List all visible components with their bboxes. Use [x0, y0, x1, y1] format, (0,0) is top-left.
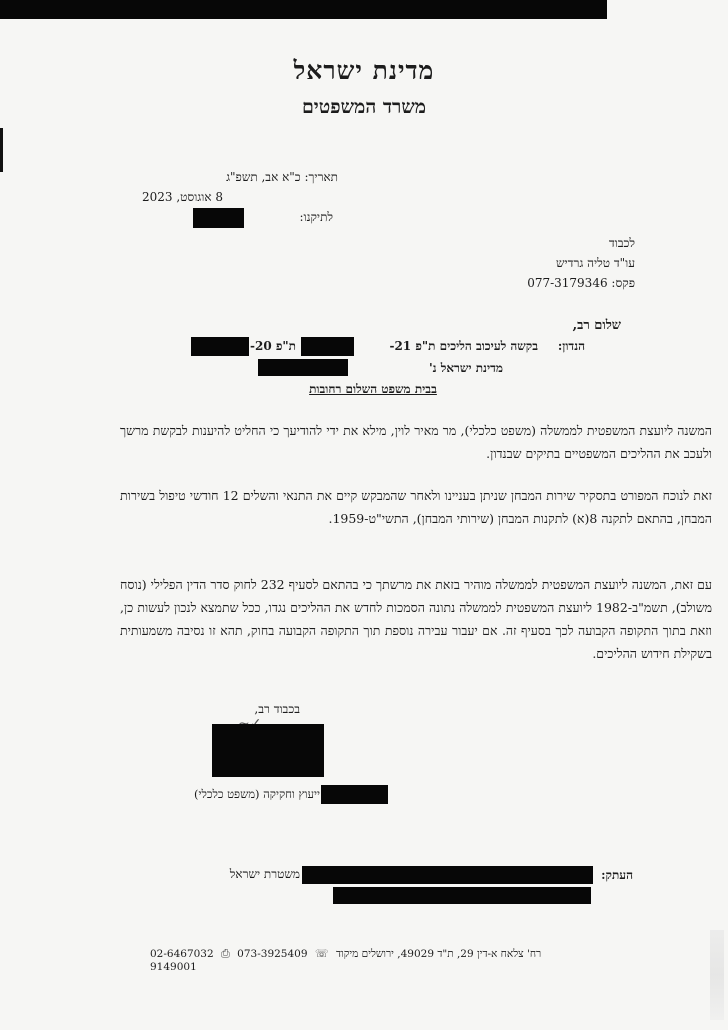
scan-edge-mark — [0, 128, 3, 172]
footer-phone: 073-3925409 — [237, 948, 308, 960]
paragraph-3: עם זאת, המשנה ליועצת המשפטית לממשלה מוהיר בזאת את מרשתך כי בהתאם לסעיף 232 לחוק סדר הדין הפלילי (נוסח משולב), תשמ"ב-1982 ליועצת המשפטית לממשלה נתונה הסמכות לחדש את ההליכים נגדו, ככל שתמצא לנכון לעשות כן, וזאת בתוך התקופה הקבועה לכך בסעיף זה. אם יעבור עבירה נוספת תוך התקופה הקבועה בחוק, תהא זו נסיבה משמעותית בשקילת חידוש ההליכים. — [120, 577, 712, 661]
greeting: שלום רב, — [572, 318, 621, 333]
case-line: מדינת ישראל נ' — [428, 361, 503, 375]
signatory-name-redaction — [321, 785, 388, 804]
subject-text: בקשה לעיכוב הליכים ת"פ 21- — [389, 339, 538, 353]
date-gregorian: 8 אוגוסט, 2023 — [141, 190, 223, 204]
signature-redaction — [212, 724, 324, 777]
footer — [150, 947, 590, 973]
defendant-redaction — [258, 359, 348, 376]
signatory-title: ייעוץ וחקיקה (משפט כלכלי) — [193, 787, 320, 801]
closing: בכבוד רב, — [254, 702, 300, 716]
date-hebrew: תאריך: כ"א אב, תשפ"ג — [226, 170, 338, 184]
copy-entry: משטרת ישראל — [229, 867, 300, 881]
paragraph-1: המשנה ליועצת המשפטית לממשלה (משפט כלכלי), מר מאיר לוין, מילא את ידי להודיעך כי החליט להיענות לבקשת מרשך ולעכב את ההליכים המשפטיים בתיקים שבנדון. — [120, 423, 712, 461]
recipient-fax: פקס: 077-3179346 — [527, 276, 635, 290]
subject-label: הנדון: — [557, 339, 585, 353]
reference-label: לתיקנו: — [299, 210, 333, 224]
court-line: בבית משפט השלום רחובות — [309, 382, 437, 396]
copy-redaction-2 — [333, 887, 591, 904]
case-number-redaction-2 — [191, 337, 249, 356]
fax-icon: ⎙ — [221, 947, 230, 960]
reference-redaction — [193, 208, 244, 228]
recipient-name: עו"ד טליה גרדיש — [556, 256, 635, 270]
top-redaction-bar — [0, 0, 607, 19]
footer-address: רח' צלאח א-דין 29, ת"ד 49029, ירושלים מיקוד 9149001 — [150, 948, 542, 973]
phone-icon: ☏ — [314, 947, 329, 960]
subject-separator: ת"פ 20- — [250, 339, 296, 353]
letterhead-state: מדינת ישראל — [293, 56, 435, 85]
footer-fax: 02-6467032 — [150, 948, 214, 960]
letterhead-ministry: משרד המשפטים — [301, 96, 427, 118]
paragraph-2: זאת לנוכח המפורט בתסקיר שירות המבחן שניתן בעניינו ולאחר שהמבקש קיים את התנאי והשלים 12 חודשי טיפול בשירות המבחן, בהתאם לתקנה 8(א) לתקנות המבחן (שירותי המבחן), התשי"ט-1959. — [120, 488, 712, 526]
copy-redaction-1 — [302, 866, 593, 884]
copy-label: העתק: — [601, 868, 633, 882]
scan-edge-noise — [710, 930, 724, 1020]
case-number-redaction-1 — [301, 337, 354, 356]
recipient-honorific: לכבוד — [608, 236, 635, 250]
